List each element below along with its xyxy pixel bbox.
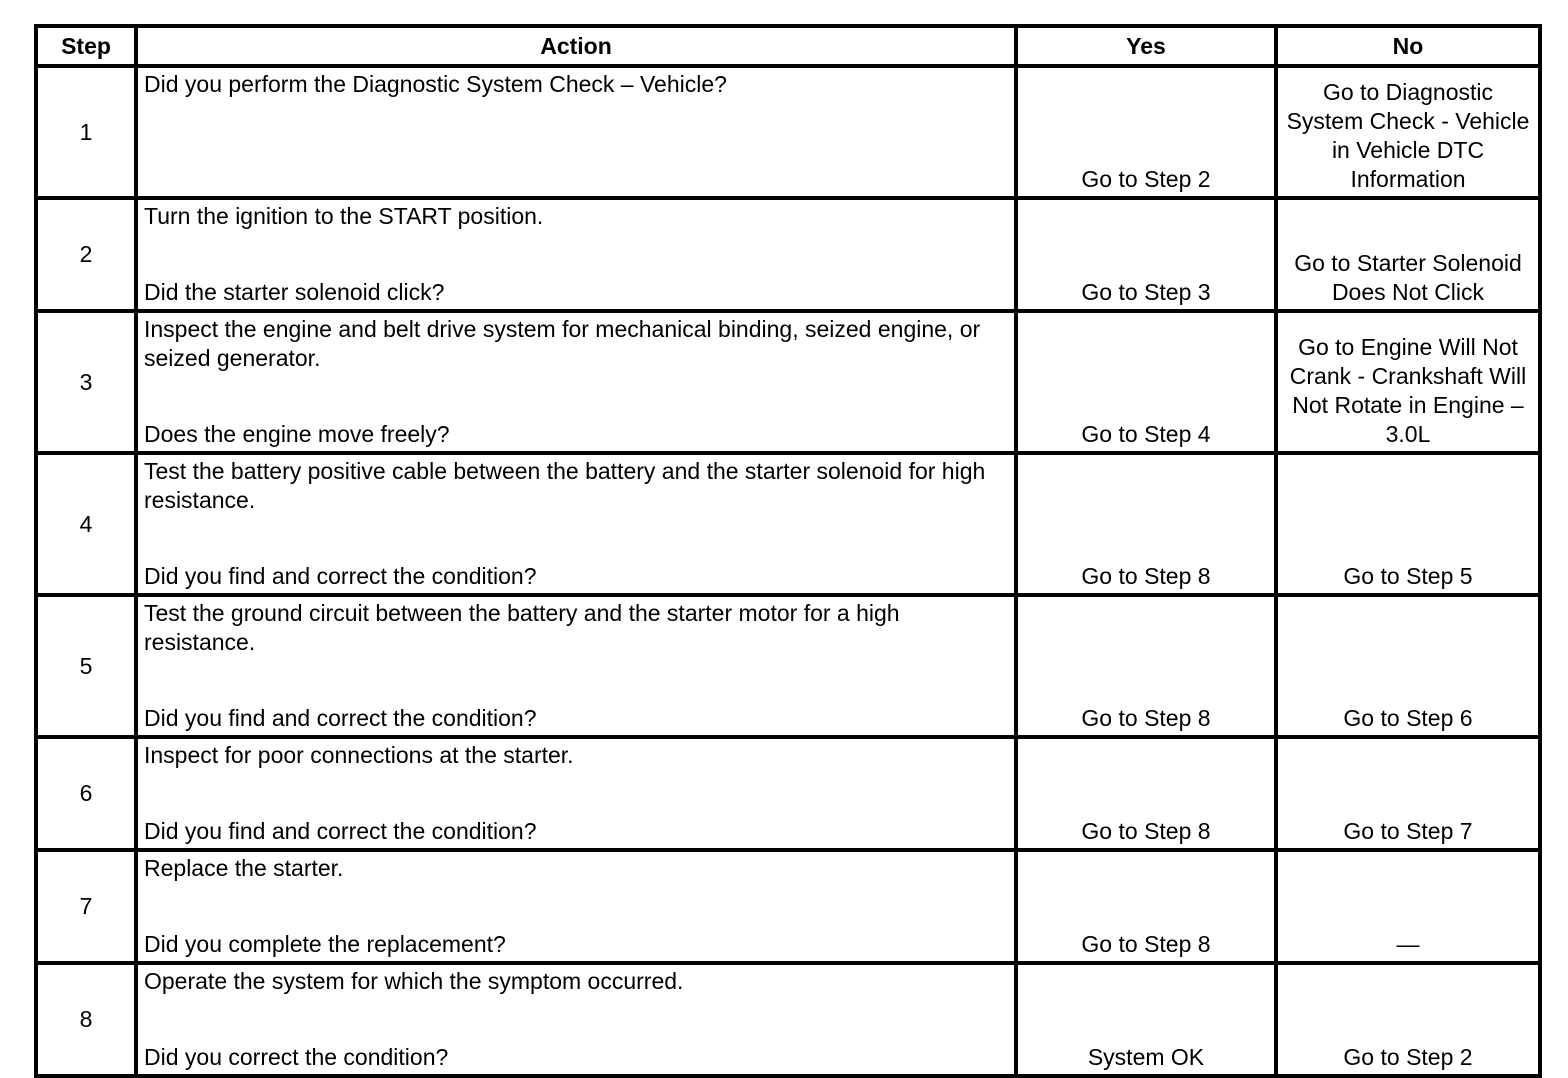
yes-cell: Go to Step 3 (1016, 198, 1276, 311)
action-text: Test the ground circuit between the battery and the starter motor for a high resistance. (144, 600, 900, 655)
step-number: 3 (36, 311, 136, 453)
no-cell: Go to Step 6 (1276, 595, 1540, 737)
action-text: Test the battery positive cable between the battery and the starter solenoid for high resistance. (144, 458, 986, 513)
no-cell: Go to Engine Will Not Crank - Crankshaft Will Not Rotate in Engine – 3.0L (1276, 311, 1540, 453)
action-text: Replace the starter. (144, 855, 344, 881)
table-row (36, 963, 1540, 1076)
action-cell (136, 737, 1016, 850)
action-cell (136, 198, 1016, 311)
table-row (36, 737, 1540, 850)
step-number: 5 (36, 595, 136, 737)
header-step: Step (36, 26, 136, 66)
no-cell: Go to Starter Solenoid Does Not Click (1276, 198, 1540, 311)
action-question: Did the starter solenoid click? (144, 279, 445, 305)
action-question: Does the engine move freely? (144, 421, 450, 447)
action-cell (136, 66, 1016, 198)
action-question: Did you correct the condition? (144, 1044, 449, 1070)
step-number: 8 (36, 963, 136, 1076)
table-header-row (36, 26, 1540, 66)
step-number: 6 (36, 737, 136, 850)
action-cell (136, 595, 1016, 737)
yes-cell: Go to Step 8 (1016, 850, 1276, 963)
step-number: 7 (36, 850, 136, 963)
no-cell: Go to Step 5 (1276, 453, 1540, 595)
diagnostic-table (34, 24, 1542, 1078)
yes-cell: Go to Step 2 (1016, 66, 1276, 198)
header-no: No (1276, 26, 1540, 66)
table-row (36, 311, 1540, 453)
table-row (36, 595, 1540, 737)
action-question: Did you complete the replacement? (144, 931, 506, 957)
action-text: Inspect the engine and belt drive system for mechanical binding, seized engine, or seized generator. (144, 316, 981, 371)
yes-cell: Go to Step 8 (1016, 595, 1276, 737)
no-cell: Go to Step 2 (1276, 963, 1540, 1076)
table-row (36, 66, 1540, 198)
step-number: 1 (36, 66, 136, 198)
no-cell: Go to Diagnostic System Check - Vehicle in Vehicle DTC Information (1276, 66, 1540, 198)
no-cell: — (1276, 850, 1540, 963)
table-row (36, 850, 1540, 963)
action-text: Inspect for poor connections at the starter. (144, 742, 574, 768)
action-question: Did you find and correct the condition? (144, 818, 537, 844)
action-question: Did you find and correct the condition? (144, 563, 537, 589)
action-cell (136, 963, 1016, 1076)
action-cell (136, 311, 1016, 453)
step-number: 2 (36, 198, 136, 311)
step-number: 4 (36, 453, 136, 595)
no-cell: Go to Step 7 (1276, 737, 1540, 850)
action-question: Did you find and correct the condition? (144, 705, 537, 731)
header-yes: Yes (1016, 26, 1276, 66)
action-text: Operate the system for which the symptom occurred. (144, 968, 684, 994)
yes-cell: System OK (1016, 963, 1276, 1076)
action-cell (136, 453, 1016, 595)
action-text: Turn the ignition to the START position. (144, 203, 544, 229)
header-action: Action (136, 26, 1016, 66)
yes-cell: Go to Step 4 (1016, 311, 1276, 453)
action-text: Did you perform the Diagnostic System Check – Vehicle? (144, 71, 727, 97)
action-cell (136, 850, 1016, 963)
table-row (36, 198, 1540, 311)
yes-cell: Go to Step 8 (1016, 737, 1276, 850)
table-row (36, 453, 1540, 595)
yes-cell: Go to Step 8 (1016, 453, 1276, 595)
